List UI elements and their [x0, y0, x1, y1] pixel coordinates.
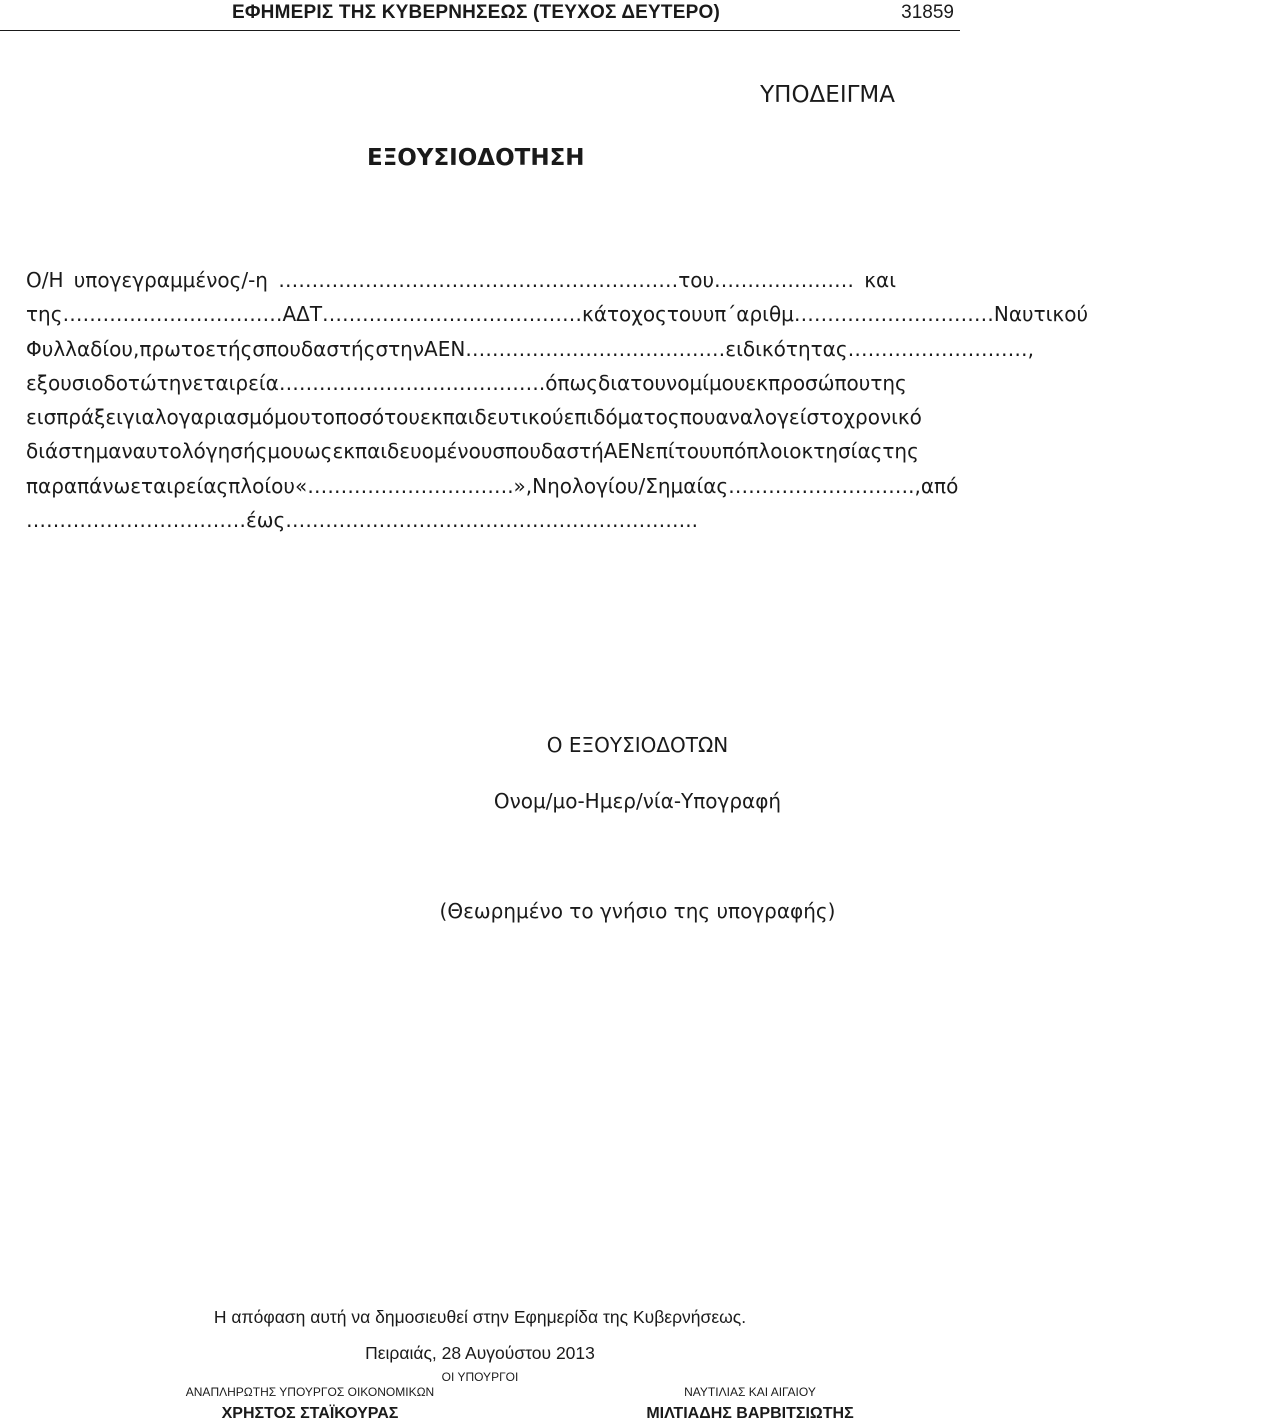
body-line [26, 434, 919, 468]
header-divider [0, 30, 960, 31]
body-word: υπό [710, 439, 747, 464]
body-word: αναλογεί [715, 405, 807, 430]
body-word: ………………………………….όπως [278, 370, 598, 395]
body-line [26, 366, 907, 400]
body-word: σπουδαστής [252, 336, 376, 361]
authorization-body [26, 263, 1089, 537]
body-word: ΑΕΝ…………………………………ειδικότητας………………………, [424, 336, 1034, 361]
body-word: εκπαιδευτικού [419, 405, 564, 430]
ministers-label: ΟΙ ΥΠΟΥΡΓΟΙ [441, 1370, 519, 1384]
body-word: του [666, 302, 703, 327]
body-word: χρονικό [843, 405, 922, 430]
body-word: εξουσιοδοτώ [26, 370, 157, 395]
body-word: της [26, 302, 63, 327]
minister-right-name: ΜΙΛΤΙΑΔΗΣ ΒΑΡΒΙΤΣΙΩΤΗΣ [646, 1405, 854, 1422]
specimen-label: ΥΠΟΔΕΙΓΜΑ [760, 82, 895, 108]
body-line-last: ……………………………έως…………………………………………………….. [26, 508, 699, 533]
body-word: εκπαιδευομένου [332, 439, 493, 464]
body-word: «………………………….», [294, 473, 533, 498]
body-word: σπουδαστή [492, 439, 604, 464]
body-line [26, 400, 922, 434]
signature-certification: (Θεωρημένο το γνήσιο της υπογραφής) [439, 899, 836, 923]
body-word: του [630, 370, 667, 395]
body-word: στην [375, 336, 425, 361]
place-date: Πειραιάς, 28 Αυγούστου 2013 [365, 1343, 595, 1363]
body-word: για [122, 405, 155, 430]
body-word: που [679, 405, 716, 430]
page-header [0, 0, 960, 32]
body-word: δια [598, 370, 631, 395]
body-word: πρωτοετής [139, 336, 253, 361]
minister-left-name: ΧΡΗΣΤΟΣ ΣΤΑΪΚΟΥΡΑΣ [221, 1405, 399, 1422]
body-word: επί [645, 439, 675, 464]
grantor-title: Ο ΕΞΟΥΣΙΟΔΟΤΩΝ [546, 733, 729, 757]
body-word: υπ΄αριθμ…………………………Ναυτικού [702, 302, 1089, 327]
body-word: ποσό [334, 405, 385, 430]
body-word: του [384, 405, 420, 430]
body-word: Φυλλαδίου, [26, 336, 140, 361]
minister-left-title: ΑΝΑΠΛΗΡΩΤΗΣ ΥΠΟΥΡΓΟΣ ΟΙΚΟΝΟΜΙΚΩΝ [185, 1385, 435, 1399]
body-word: του [674, 439, 711, 464]
body-word: εκπροσώπου [745, 370, 871, 395]
body-word: λογαριασμό [154, 405, 275, 430]
signature-line: Ονομ/μο-Ημερ/νία-Υπογραφή [493, 789, 782, 813]
body-word: Νηολογίου/Σημαίας……………………….,από [532, 473, 959, 498]
body-word: νομίμου [666, 370, 746, 395]
body-word: εταιρεία [192, 370, 279, 395]
body-word: πλοίου [228, 473, 295, 498]
body-word: παραπάνω [26, 473, 131, 498]
body-word: ως [303, 439, 333, 464]
minister-right-title: ΝΑΥΤΙΛΙΑΣ ΚΑΙ ΑΙΓΑΙΟΥ [684, 1385, 816, 1399]
body-word: επιδόματος [563, 405, 680, 430]
body-word: υπογεγραμμένος/-η [73, 268, 268, 292]
body-word: Ο/Η [26, 268, 64, 292]
body-word: εισπράξει [26, 405, 123, 430]
page-number: 31859 [901, 2, 954, 23]
body-word: διάστημα [26, 439, 122, 464]
body-word: πλοιοκτησίας [746, 439, 883, 464]
body-line [26, 297, 1089, 331]
gazette-title: ΕΦΗΜΕΡΙΣ ΤΗΣ ΚΥΒΕΡΝΗΣΕΩΣ (ΤΕΥΧΟΣ ΔΕΥΤΕΡΟ) [232, 2, 720, 23]
body-word: το [310, 405, 335, 430]
body-word: ΑΕΝ [603, 439, 646, 464]
body-line [26, 263, 896, 297]
body-word: της [870, 370, 907, 395]
body-line [26, 469, 959, 503]
body-word: ……………………………………………………του………………… [278, 268, 855, 292]
body-word: την [156, 370, 193, 395]
body-word: ναυτολόγησής [121, 439, 268, 464]
body-word: ……………………………ΑΔΤ…………………………………κάτοχος [62, 302, 667, 327]
publication-note: Η απόφαση αυτή να δημοσιευθεί στην Εφημερίδα της Κυβερνήσεως. [213, 1307, 747, 1327]
body-word: μου [274, 405, 311, 430]
body-word: της [882, 439, 919, 464]
body-word: μου [267, 439, 304, 464]
body-word: και [864, 268, 896, 292]
body-line [26, 332, 1034, 366]
body-word: στο [806, 405, 844, 430]
body-word: εταιρείας [130, 473, 229, 498]
document-title: ΕΞΟΥΣΙΟΔΟΤΗΣΗ [367, 145, 585, 171]
